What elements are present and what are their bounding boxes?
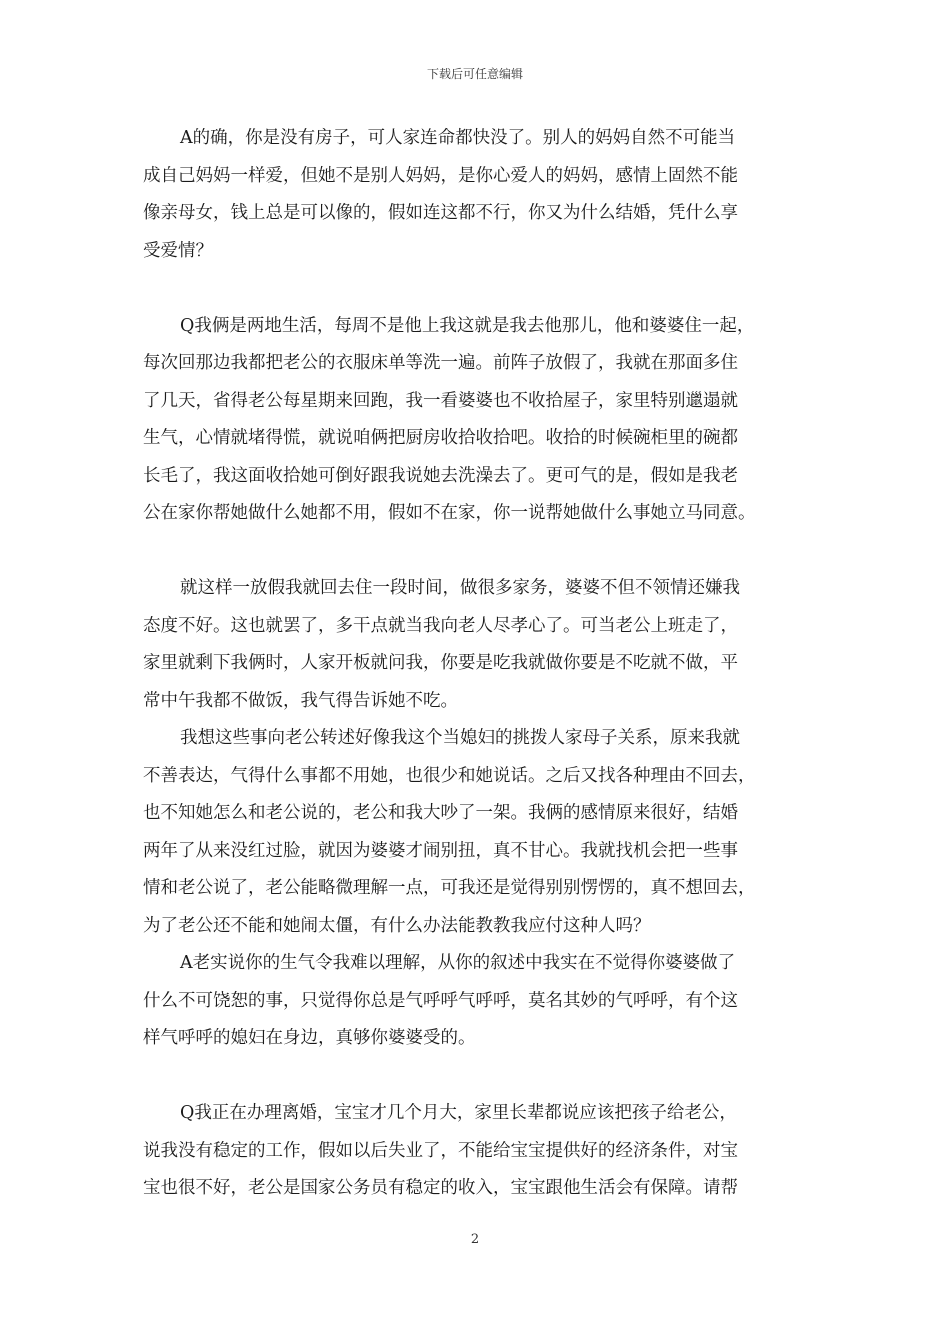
text-line: 什么不可饶恕的事，只觉得你总是气呼呼气呼呼，莫名其妙的气呼呼，有个这 [143,990,738,1011]
text-line: 像亲母女，钱上总是可以像的，假如连这都不行，你又为什么结婚，凭什么享 [143,203,738,223]
text-line: 公在家你帮她做什么她都不用，假如不在家，你一说帮她做什么事她立马同意。 [143,503,756,523]
text-line: 家里就剩下我俩时，人家开板就问我，你要是吃我就做你要是不吃就不做，平 [143,653,738,673]
text-line: 生气，心情就堵得慌，就说咱俩把厨房收拾收拾吧。收拾的时候碗柜里的碗都 [143,428,738,448]
text-line: 说我没有稳定的工作，假如以后失业了，不能给宝宝提供好的经济条件，对宝 [143,1140,738,1161]
paragraph [143,570,807,720]
paragraph [143,120,807,270]
text-line: 样气呼呼的媳妇在身边，真够你婆婆受的。 [143,1028,476,1048]
paragraph-spacer [143,270,807,308]
paragraph-spacer [143,1058,807,1096]
text-line: 我想这些事向老公转述好像我这个当媳妇的挑拨人家母子关系，原来我就 [180,728,740,748]
text-line: 就这样一放假我就回去住一段时间，做很多家务，婆婆不但不领情还嫌我 [180,578,740,598]
text-line: 情和老公说了，老公能略微理解一点，可我还是觉得别别愣愣的，真不想回去， [143,878,756,898]
text-line: 态度不好。这也就罢了，多干点就当我向老人尽孝心了。可当老公上班走了， [143,615,738,636]
text-line: 每次回那边我都把老公的衣服床单等洗一遍。前阵子放假了，我就在那面多住 [143,353,738,373]
text-line: 了几天，省得老公每星期来回跑，我一看婆婆也不收拾屋子，家里特别邋遢就 [143,390,738,411]
page-number: 2 [470,1232,480,1247]
text-line: 不善表达，气得什么事都不用她，也很少和她说话。之后又找各种理由不回去， [143,765,756,786]
paragraph [143,720,807,945]
text-line: 为了老公还不能和她闹太僵，有什么办法能教教我应付这种人吗？ [143,915,651,936]
text-line: 两年了从来没红过脸，就因为婆婆才闹别扭，真不甘心。我就找机会把一些事 [143,840,738,861]
text-line: Q我正在办理离婚，宝宝才几个月大，家里长辈都说应该把孩子给老公， [180,1103,737,1123]
text-line: 受爱情？ [143,240,213,261]
text-line: A老实说你的生气令我难以理解，从你的叙述中我实在不觉得你婆婆做了 [180,953,736,973]
paragraph [143,308,807,533]
text-line: 成自己妈妈一样爱，但她不是别人妈妈，是你心爱人的妈妈，感情上固然不能 [143,165,738,186]
paragraph [143,1095,807,1208]
text-line: Q我俩是两地生活，每周不是他上我这就是我去他那儿，他和婆婆住一起， [180,315,755,336]
paragraph [143,945,807,1058]
text-line: 宝也很不好，老公是国家公务员有稳定的收入，宝宝跟他生活会有保障。请帮 [143,1178,738,1198]
paragraph-spacer [143,533,807,571]
page-header: 下载后可任意编辑 [426,67,523,81]
text-line: A的确，你是没有房子，可人家连命都快没了。别人的妈妈自然不可能当 [180,128,736,148]
text-line: 常中午我都不做饭，我气得告诉她不吃。 [143,690,458,711]
text-line: 长毛了，我这面收拾她可倒好跟我说她去洗澡去了。更可气的是，假如是我老 [143,465,738,486]
text-line: 也不知她怎么和老公说的，老公和我大吵了一架。我俩的感情原来很好，结婚 [143,803,738,823]
document-body [143,120,807,1208]
